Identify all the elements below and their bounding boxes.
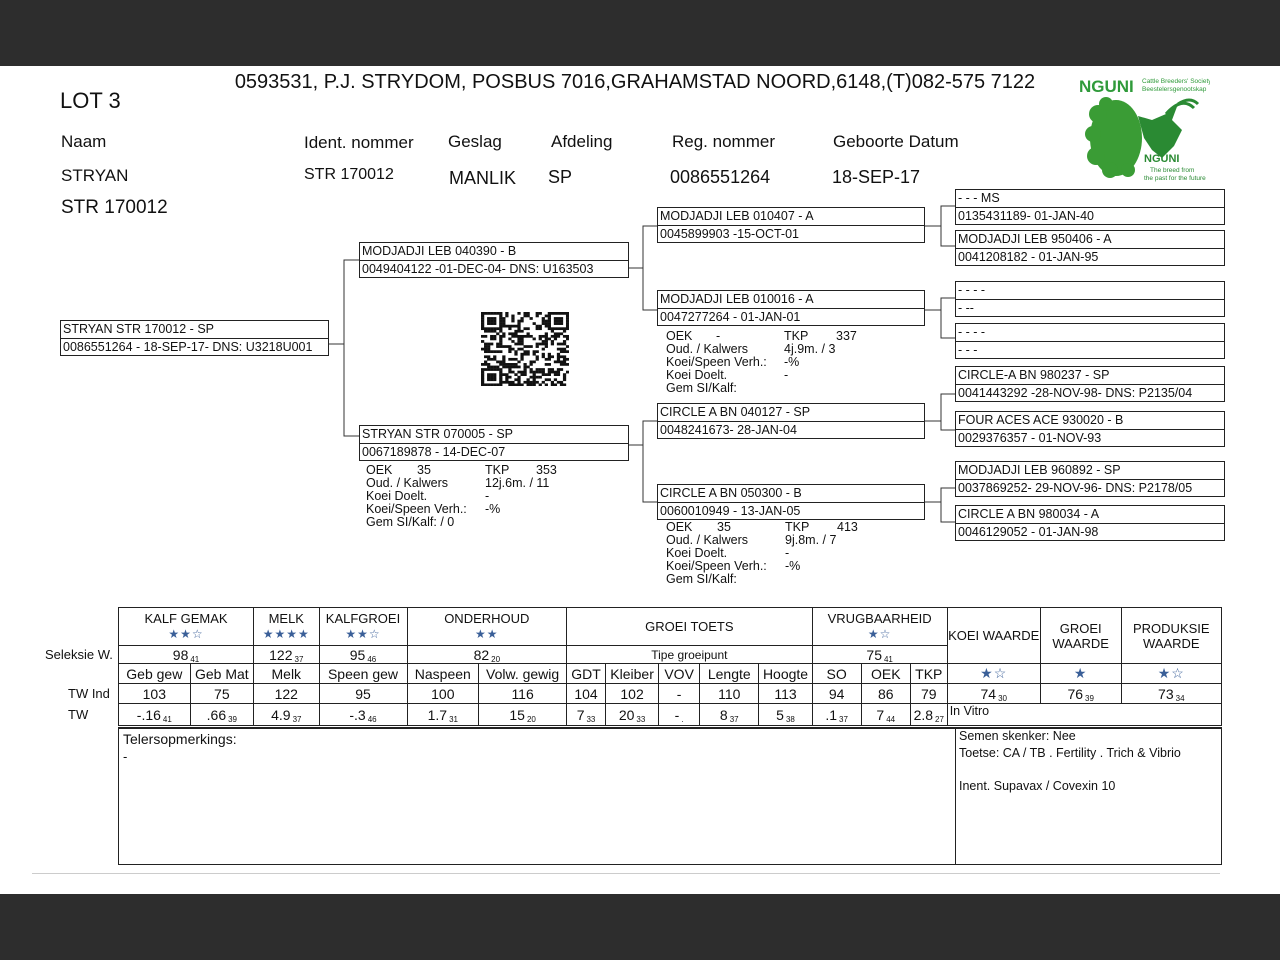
breeder-address: 0593531, P.J. STRYDOM, POSBUS 7016,GRAHAMSTAD NOORD,6148,(T)082-575 7122 — [234, 71, 1036, 93]
col-header: Speen gew — [319, 664, 407, 684]
sel-melk: 122 $_{37}$ — [254, 646, 319, 664]
remarks-label: Telersopmerkings: — [123, 731, 237, 747]
twind-cell: 94 — [812, 684, 861, 704]
remarks-text: - — [123, 749, 128, 764]
twind-cell: 79 — [910, 684, 947, 704]
tw-cell: 7 $_{33}$ — [567, 704, 606, 726]
column-headers-row — [119, 664, 1222, 684]
tw-cell: 20 $_{33}$ — [605, 704, 658, 726]
header-geslag: Geslag — [448, 132, 502, 151]
sel-tipe: Tipe groeipunt — [567, 646, 813, 664]
header-geboorte: Geboorte Datum — [833, 132, 959, 151]
tests: Toetse: CA / TB . Fertility . Trich & Vibrio — [959, 746, 1181, 760]
svg-text:NGUNI: NGUNI — [1144, 153, 1180, 165]
dam-stats: OEK 35 TKP 353 Oud. / Kalwers 12j.6m. / 11 Koei Doelt. - Koei/Speen Verh.: -% Gem SI/Kalf: / 0 — [366, 463, 557, 529]
animal-ident: STR 170012 — [304, 166, 394, 183]
in-vitro: In Vitro — [947, 704, 1221, 726]
animal-geslag: MANLIK — [449, 168, 517, 188]
label-seleksie: Seleksie W. — [45, 647, 113, 662]
pedigree-dds: MODJADJI LEB 960892 - SP 0037869252- 29-NOV-96- DNS: P2178/05 — [955, 461, 1225, 497]
tw-cell: 4.9 $_{37}$ — [254, 704, 319, 726]
tw-cell: 1.7 $_{31}$ — [407, 704, 479, 726]
sel-kalfgroei: 95 $_{46}$ — [319, 646, 407, 664]
sel-onderhoud: 82 $_{20}$ — [407, 646, 567, 664]
breeding-values-table — [118, 607, 1222, 726]
twind-cell: 110 — [700, 684, 759, 704]
group-kalfgroei: KALFGROEI ★★☆ — [319, 608, 407, 646]
groei-stars: ★ — [1040, 664, 1121, 684]
koei-waarde-value: 74 $_{30}$ — [947, 684, 1040, 704]
tw-cell: -.16 $_{41}$ — [119, 704, 191, 726]
group-produksie-waarde: PRODUKSIE WAARDE — [1121, 608, 1221, 664]
pedigree-sdd: - - - - - - - — [955, 323, 1225, 359]
logo-title: NGUNI — [1079, 77, 1134, 96]
twind-cell: 113 — [759, 684, 812, 704]
group-onderhoud: ONDERHOUD ★★ — [407, 608, 567, 646]
pedigree-sire: MODJADJI LEB 040390 - B 0049404122 -01-DEC-04- DNS: U163503 — [359, 242, 629, 278]
animal-afdeling: SP — [548, 167, 573, 187]
qr-code — [481, 312, 569, 391]
certificate-page — [0, 66, 1280, 894]
twind-cell: 102 — [605, 684, 658, 704]
sel-kalf: 98 $_{41}$ — [119, 646, 254, 664]
animal-ident-large: STR 170012 — [61, 197, 168, 218]
twind-cell: 116 — [479, 684, 567, 704]
tw-cell: 15 $_{20}$ — [479, 704, 567, 726]
col-header: Volw. gewig — [479, 664, 567, 684]
col-header: Lengte — [700, 664, 759, 684]
col-header: Naspeen — [407, 664, 479, 684]
col-header: VOV — [659, 664, 700, 684]
twind-row — [119, 684, 1222, 704]
tw-cell: .1 $_{37}$ — [812, 704, 861, 726]
pedigree-sss: - - - MS 0135431189- 01-JAN-40 — [955, 189, 1225, 225]
twind-cell: 122 — [254, 684, 319, 704]
footer-divider — [32, 873, 1220, 874]
label-tw: TW — [68, 707, 89, 722]
produksie-stars: ★☆ — [1121, 664, 1221, 684]
produksie-waarde-value: 73 $_{34}$ — [1121, 684, 1221, 704]
pedigree-subject: STRYAN STR 170012 - SP 0086551264 - 18-SEP-17- DNS: U3218U001 — [60, 320, 329, 356]
col-header: Hoogte — [759, 664, 812, 684]
group-melk: MELK ★★★★ — [254, 608, 319, 646]
group-vrugbaarheid: VRUGBAARHEID ★☆ — [812, 608, 947, 646]
tw-cell: -.3 $_{46}$ — [319, 704, 407, 726]
svg-text:the past for the future: the past for the future — [1144, 175, 1206, 182]
header-naam: Naam — [61, 132, 107, 151]
sire-dam-stats: OEK - TKP 337 Oud. / Kalwers 4j.9m. / 3 Koei/Speen Verh.: -% Koei Doelt. - Gem SI/Kalf: — [666, 329, 857, 395]
pedigree-dam-dam: CIRCLE A BN 050300 - B 0060010949 - 13-JAN-05 — [657, 484, 925, 520]
pedigree-sds: - - - - - -- — [955, 281, 1225, 317]
pedigree-dsd: FOUR ACES ACE 930020 - B 0029376357 - 01-NOV-93 — [955, 411, 1225, 447]
vaccinations: Inent. Supavax / Covexin 10 — [959, 779, 1116, 793]
twind-cell: 104 — [567, 684, 606, 704]
col-header: SO — [812, 664, 861, 684]
col-header: Kleiber — [605, 664, 658, 684]
twind-cell: 95 — [319, 684, 407, 704]
pedigree-dam: STRYAN STR 070005 - SP 0067189878 - 14-DEC-07 — [359, 425, 629, 461]
pedigree-ssd: MODJADJI LEB 950406 - A 0041208182 - 01-JAN-95 — [955, 230, 1225, 266]
pedigree-sire-sire: MODJADJI LEB 010407 - A 0045899903 -15-OCT-01 — [657, 207, 925, 243]
tw-cell: 5 $_{38}$ — [759, 704, 812, 726]
animal-geboorte: 18-SEP-17 — [832, 167, 921, 187]
sel-vrug: 75 $_{41}$ — [812, 646, 947, 664]
col-header: OEK — [861, 664, 910, 684]
tw-cell: 8 $_{37}$ — [700, 704, 759, 726]
label-twind: TW Ind — [68, 686, 110, 701]
col-header: Geb gew — [119, 664, 191, 684]
tw-row — [119, 704, 1222, 726]
lot-number: LOT 3 — [60, 88, 121, 113]
header-reg: Reg. nommer — [672, 132, 775, 151]
twind-cell: 103 — [119, 684, 191, 704]
col-header: Melk — [254, 664, 319, 684]
svg-text:Cattle Breeders' Society: Cattle Breeders' Society — [1142, 78, 1210, 85]
twind-cell: - — [659, 684, 700, 704]
group-groei-toets: GROEI TOETS — [567, 608, 813, 646]
koei-stars: ★☆ — [947, 664, 1040, 684]
twind-cell: 100 — [407, 684, 479, 704]
group-groei-waarde: GROEI WAARDE — [1040, 608, 1121, 664]
group-koei-waarde: KOEI WAARDE — [947, 608, 1040, 664]
dam-dam-stats: OEK 35 TKP 413 Oud. / Kalwers 9j.8m. / 7 Koei Doelt. - Koei/Speen Verh.: -% Gem SI/Kalf: — [666, 520, 858, 586]
tw-cell: - $_.$ — [659, 704, 700, 726]
remarks-box — [118, 727, 1222, 865]
semen-donor: Semen skenker: Nee — [959, 729, 1076, 743]
twind-cell: 86 — [861, 684, 910, 704]
pedigree-sire-dam: MODJADJI LEB 010016 - A 0047277264 - 01-JAN-01 — [657, 290, 925, 326]
tw-cell: 7 $_{44}$ — [861, 704, 910, 726]
animal-reg: 0086551264 — [670, 167, 771, 187]
pedigree-dam-sire: CIRCLE A BN 040127 - SP 0048241673- 28-JAN-04 — [657, 403, 925, 439]
tw-cell: 2.8 $_{27}$ — [910, 704, 947, 726]
pedigree-ddd: CIRCLE A BN 980034 - A 0046129052 - 01-JAN-98 — [955, 505, 1225, 541]
animal-naam: STRYAN — [61, 166, 129, 185]
tw-cell: .66 $_{39}$ — [190, 704, 253, 726]
header-afdeling: Afdeling — [551, 132, 613, 151]
svg-text:The breed from: The breed from — [1150, 167, 1195, 174]
col-header: Geb Mat — [190, 664, 253, 684]
header-ident: Ident. nommer — [304, 133, 414, 152]
col-header: TKP — [910, 664, 947, 684]
col-header: GDT — [567, 664, 606, 684]
groei-waarde-value: 76 $_{39}$ — [1040, 684, 1121, 704]
svg-text:Beestelersgenootskap: Beestelersgenootskap — [1142, 86, 1207, 93]
twind-cell: 75 — [190, 684, 253, 704]
group-kalf-gemak: KALF GEMAK ★★☆ — [119, 608, 254, 646]
pedigree-dss: CIRCLE-A BN 980237 - SP 0041443292 -28-NOV-98- DNS: P2135/04 — [955, 366, 1225, 402]
